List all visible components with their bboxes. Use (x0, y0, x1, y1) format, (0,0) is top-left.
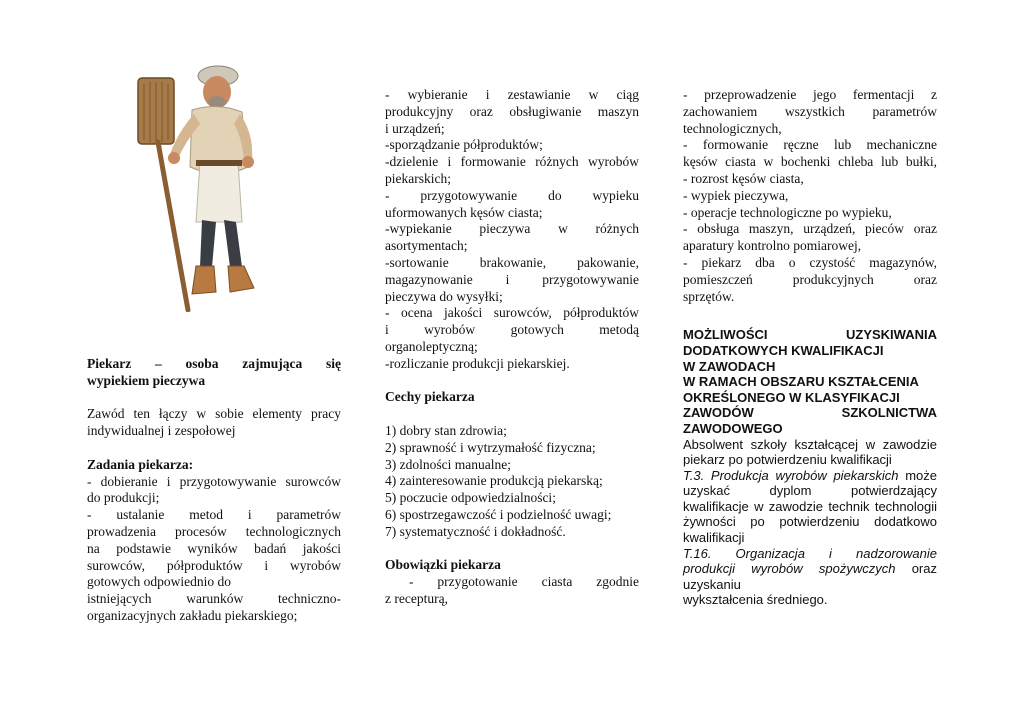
trait-item: 4) zainteresowanie produkcją piekarską; (385, 473, 603, 489)
qualifications-heading-line: ZAWODÓW SZKOLNICTWA (683, 405, 937, 421)
intro-desc-line2: indywidualnej i zespołowej (87, 423, 236, 439)
qualifications-text-line (683, 468, 937, 484)
trait-item: 5) poczucie odpowiedzialności; (385, 490, 556, 506)
duty-line: pomieszczeń produkcyjnych oraz (683, 271, 937, 287)
task-line: i wyrobów gotowych metodą (385, 322, 639, 338)
qualifications-heading-line: MOŻLIWOŚCI UZYSKIWANIA (683, 327, 937, 343)
task-line: piekarskich; (385, 170, 451, 186)
task-line: surowców, półproduktów i wyrobów (87, 557, 341, 573)
duty-line: zachowaniem wszystkich parametrów (683, 103, 937, 119)
intro-title-line1: Piekarz – osoba zajmująca się (87, 356, 341, 371)
qualifications-text-line: Absolwent szkoły kształcącej w zawodzie (683, 436, 937, 452)
duty-line: - obsługa maszyn, urządzeń, pieców oraz (683, 221, 937, 237)
qualifications-heading-line: OKREŚLONEGO W KLASYFIKACJI (683, 389, 900, 405)
task-line: istniejących warunków techniczno- (87, 591, 341, 607)
task-line: i urządzeń; (385, 120, 445, 136)
duty-line: - formowanie ręczne lub mechaniczne (683, 137, 937, 153)
duty-line: - przeprowadzenie jego fermentacji z (683, 87, 937, 102)
duty-line: - wypiek pieczywa, (683, 187, 789, 203)
duty-line: - piekarz dba o czystość magazynów, (683, 254, 937, 270)
task-line: - dobieranie i przygotowywanie surowców (87, 473, 341, 489)
task-line: pieczywa do wysyłki; (385, 288, 503, 304)
task-line: -sporządzanie półproduktów; (385, 137, 543, 153)
duty-line: kęsów ciasta w bochenki chleba lub bułki, (683, 154, 937, 170)
task-line: magazynowanie i przygotowywanie (385, 271, 639, 287)
qualifications-text-line: kwalifikacje w zawodzie technik technologii (683, 498, 937, 514)
qualifications-heading-line: W ZAWODACH (683, 358, 776, 374)
tasks-heading: Zadania piekarza: (87, 456, 194, 472)
task-line: - ustalanie metod i parametrów (87, 507, 341, 523)
task-line: -sortowanie brakowanie, pakowanie, (385, 254, 639, 270)
duty-line: - rozrost kęsów ciasta, (683, 170, 804, 186)
qualification-t3-rest: może (898, 467, 937, 483)
task-line: - ocena jakości surowców, półproduktów (385, 305, 639, 321)
column-left (87, 356, 341, 625)
qualifications-heading-line: DODATKOWYCH KWALIFIKACJI (683, 342, 884, 358)
task-line: do produkcji; (87, 490, 160, 506)
duty-line: sprzętów. (683, 288, 735, 304)
duty-line: - przygotowanie ciasta zgodnie (385, 574, 639, 590)
duty-line: - operacje technologiczne po wypieku, (683, 204, 892, 220)
task-line: prowadzenia procesów technologicznych (87, 523, 341, 539)
baker-illustration (130, 62, 280, 312)
duty-line: aparatury kontrolno pomiarowej, (683, 238, 862, 254)
column-right (683, 87, 937, 608)
qualifications-text-line (683, 561, 937, 577)
qualifications-text-line: uzyskać dyplom potwierdzający (683, 483, 937, 499)
task-line: -dzielenie i formowanie różnych wyrobów (385, 154, 639, 170)
intro-title-line2: wypiekiem pieczywa (87, 372, 206, 388)
trait-item: 3) zdolności manualne; (385, 456, 511, 472)
qualifications-text-line: żywności po potwierdzeniu dodatkowo (683, 514, 937, 530)
qualifications-text-line: piekarz po potwierdzeniu kwalifikacji (683, 452, 892, 468)
task-line: na podstawie wyników badań jakości (87, 540, 341, 556)
trait-item: 1) dobry stan zdrowia; (385, 422, 507, 438)
duties-heading: Obowiązki piekarza (385, 557, 501, 573)
duty-line: technologicznych, (683, 120, 782, 136)
trait-item: 6) spostrzegawczość i podzielność uwagi; (385, 506, 612, 522)
trait-item: 2) sprawność i wytrzymałość fizyczna; (385, 439, 596, 455)
task-line: uformowanych kęsów ciasta; (385, 204, 543, 220)
qualifications-text-line: kwalifikacji (683, 530, 745, 546)
qualification-t16-line: T.16. Organizacja i nadzorowanie (683, 545, 937, 561)
qualification-t16-rest: oraz (895, 561, 937, 577)
task-line: produkcyjny oraz obsługiwanie maszyn (385, 103, 639, 119)
task-line: asortymentach; (385, 238, 468, 254)
task-line: - przygotowywanie do wypieku (385, 187, 639, 203)
bread-peel-icon (138, 78, 188, 310)
qualifications-heading-line: ZAWODOWEGO (683, 420, 783, 436)
task-line: -rozliczanie produkcji piekarskiej. (385, 355, 570, 371)
column-middle (385, 87, 639, 608)
task-line: -wypiekanie pieczywa w różnych (385, 221, 639, 237)
qualification-t3-name: T.3. Produkcja wyrobów piekarskich (683, 467, 899, 483)
task-line: organizacyjnych zakładu piekarskiego; (87, 607, 298, 623)
qualifications-text-line: uzyskaniu (683, 576, 741, 592)
task-line: gotowych odpowiednio do (87, 574, 231, 590)
task-line: organoleptyczną; (385, 338, 478, 354)
qualification-t16-name: produkcji wyrobów spożywczych (683, 561, 896, 577)
trait-item: 7) systematyczność i dokładność. (385, 523, 566, 539)
task-line: - wybieranie i zestawianie w ciąg (385, 87, 639, 102)
duty-line: z recepturą, (385, 590, 448, 606)
intro-desc-line1: Zawód ten łączy w sobie elementy pracy (87, 406, 341, 422)
traits-heading: Cechy piekarza (385, 389, 475, 405)
qualifications-text-line: wykształcenia średniego. (683, 592, 828, 608)
qualifications-heading-line: W RAMACH OBSZARU KSZTAŁCENIA (683, 374, 919, 390)
